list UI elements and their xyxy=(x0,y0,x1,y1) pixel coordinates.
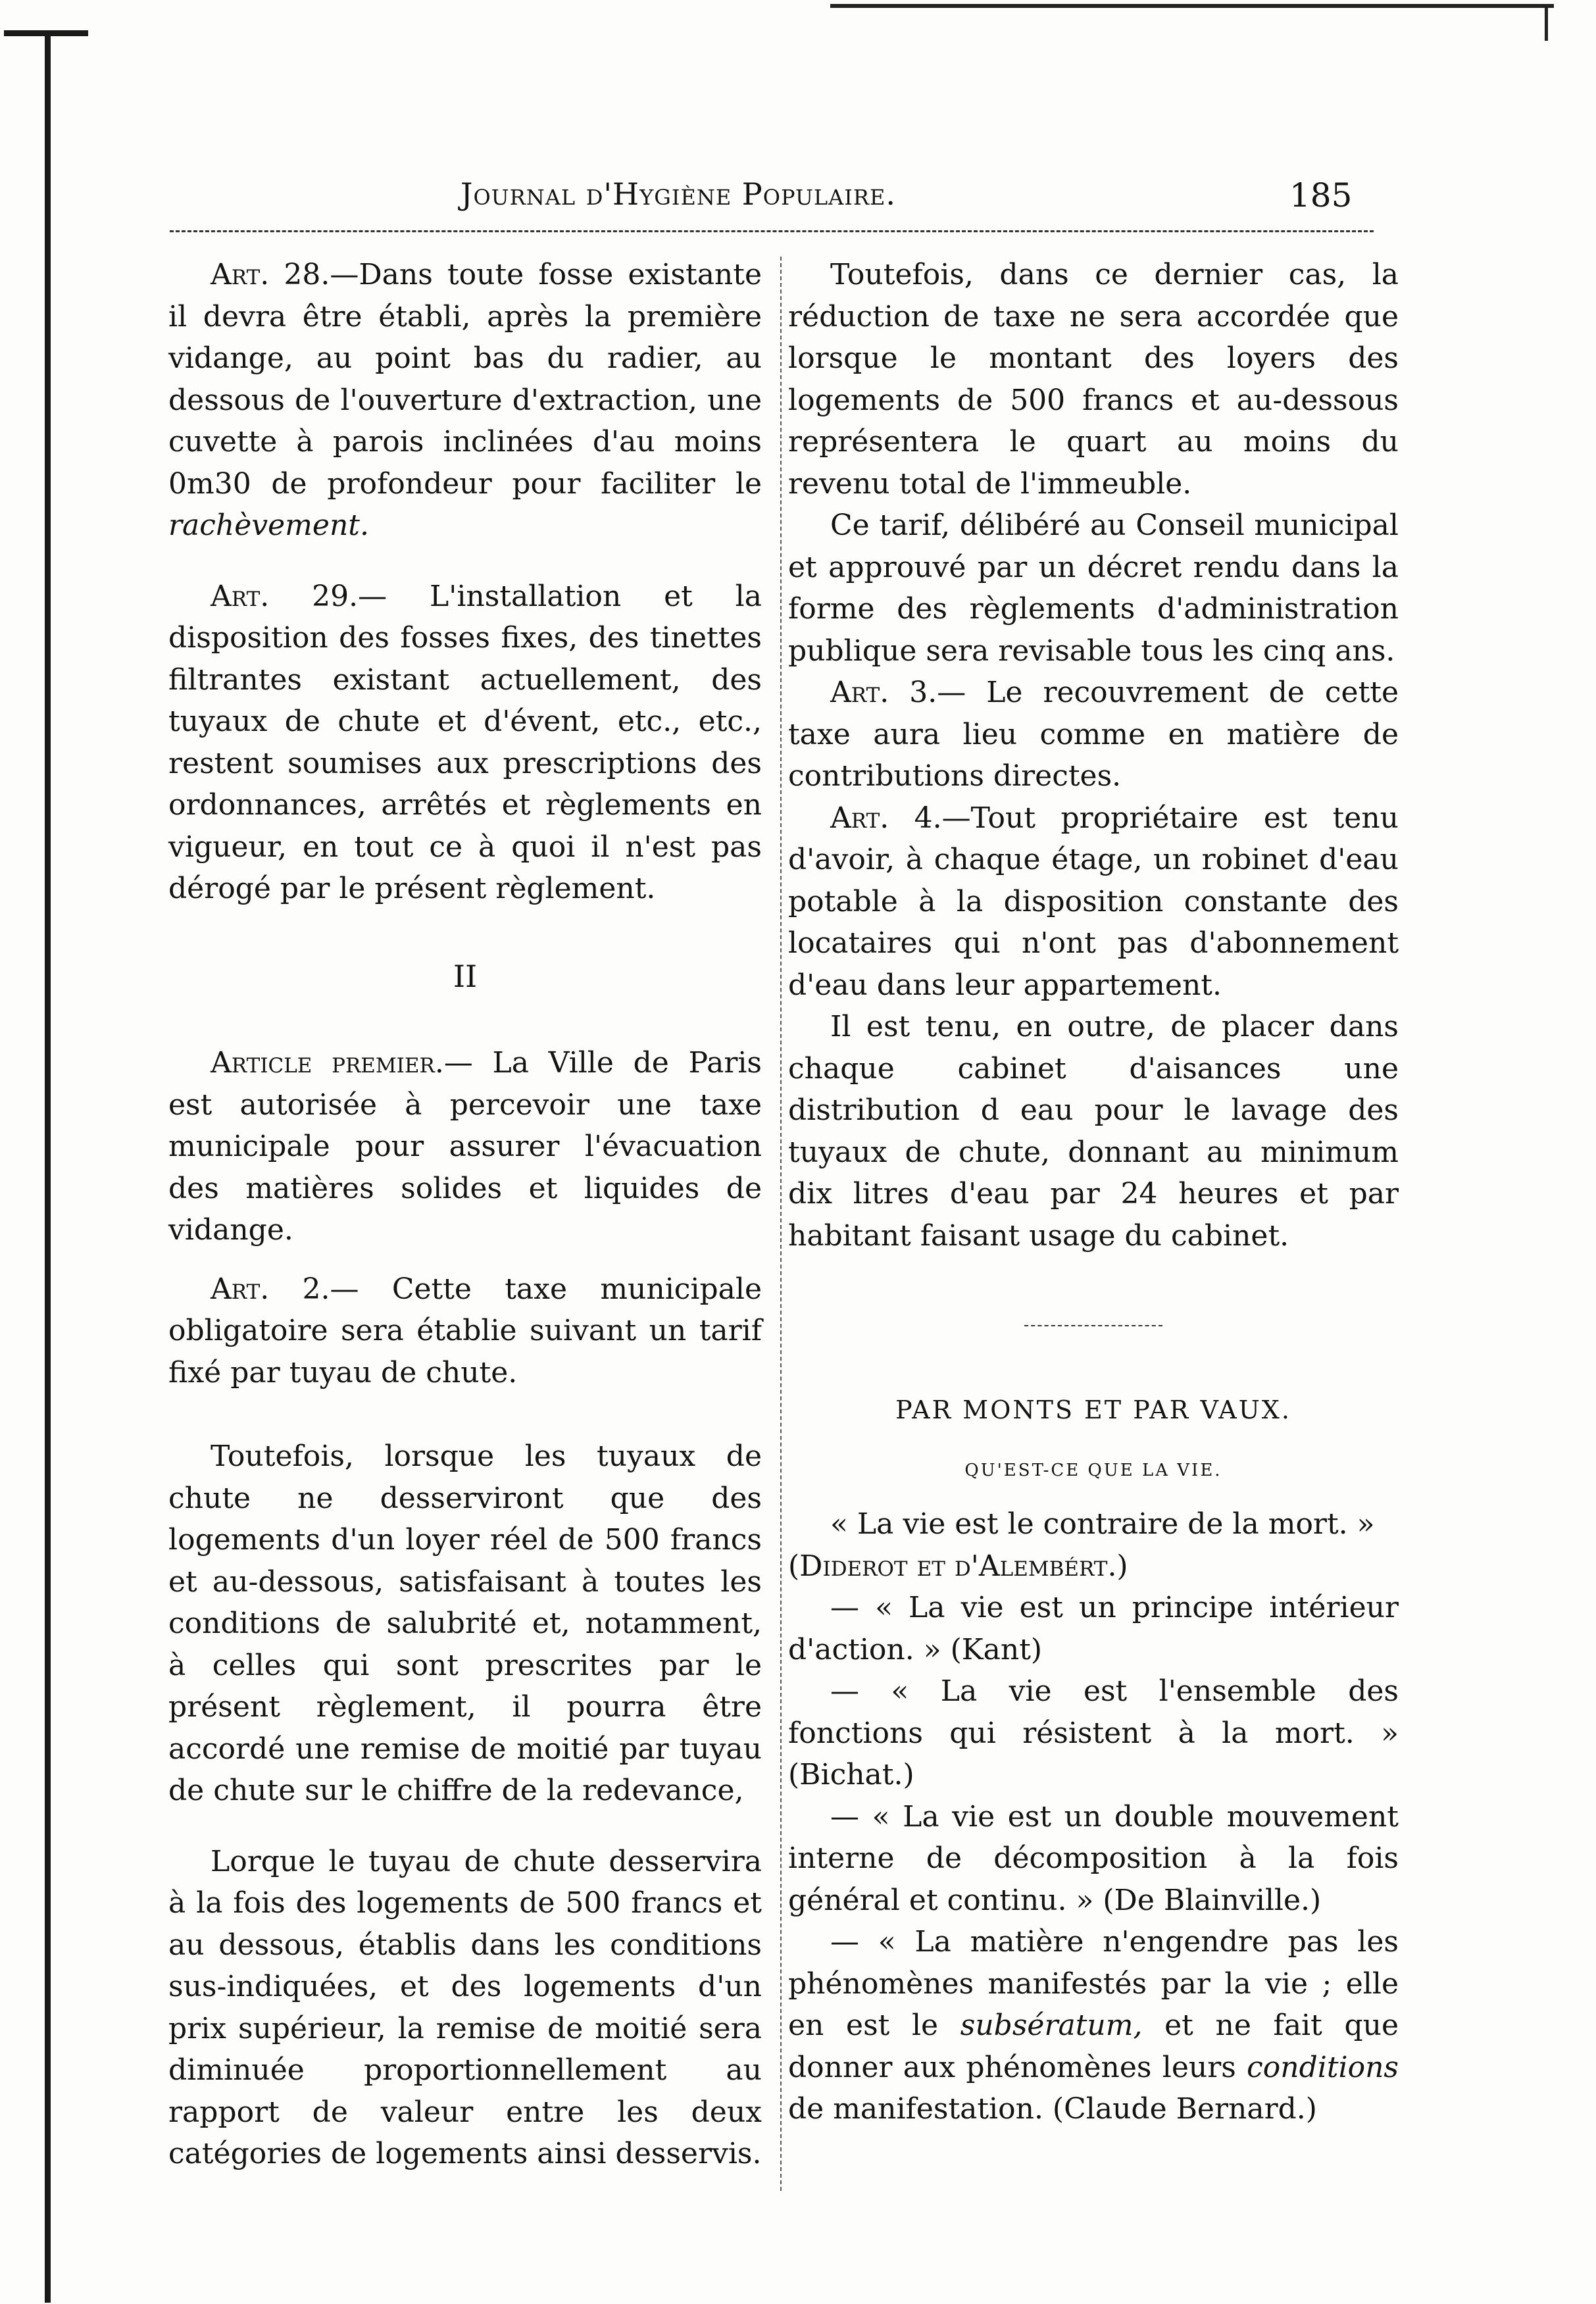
page-edge-top xyxy=(830,4,1554,8)
quote-bernard xyxy=(788,1921,1399,2130)
page-edge-left xyxy=(45,33,51,2303)
article-text: — Le recouvrement de cette taxe aura lieu comme en matière de contributions directes. xyxy=(788,676,1399,793)
quote-bichat: — « La vie est l'ensemble des fonctions qui résistent à la mort. » (Bichat.) xyxy=(788,1674,1399,1791)
quote-italic: subsératum, xyxy=(960,2009,1143,2042)
article-28 xyxy=(168,254,762,547)
paragraph-tarif: Ce tarif, délibéré au Conseil municipal et approuvé par un décret rendu dans la forme des règlements d'administration publique sera revisable tous les cinq ans. xyxy=(788,509,1399,668)
article-label: Art. 4. xyxy=(830,801,942,835)
quote-diderot xyxy=(788,1503,1399,1587)
article-text: —Dans toute fosse existante il devra être établi, après la première vidange, au point bas du radier, au dessous de l'ouverture d'extraction, une cuvette à parois inclinées d'au moins 0m30 de profondeur pour faciliter le xyxy=(168,258,762,501)
column-divider xyxy=(780,257,782,2191)
article-text: — La Ville de Paris est autorisée à percevoir une taxe municipale pour assurer l'évacuation des matières solides et liquides de vidange. xyxy=(168,1046,762,1247)
paragraph-toutefois-cas: Toutefois, dans ce dernier cas, la réduction de taxe ne sera accordée que lorsque le montant des loyers des logements de 500 francs et au-dessous représentera le quart au moins du revenu total de l'immeuble. xyxy=(788,258,1399,501)
article-3 xyxy=(788,672,1399,797)
article-italic: rachèvement. xyxy=(168,509,369,542)
page-edge-right xyxy=(1545,8,1548,41)
quote-source: (Diderot et d'Alembért.) xyxy=(788,1549,1128,1583)
article-label: Art. 2. xyxy=(211,1272,330,1306)
article-29 xyxy=(168,576,762,910)
left-column xyxy=(168,254,762,2175)
section-title: PAR MONTS ET PAR VAUX. xyxy=(895,1395,1291,1424)
quote-text: de manifestation. (Claude Bernard.) xyxy=(788,2092,1317,2126)
header-rule xyxy=(170,230,1374,232)
article-label: Article premier. xyxy=(211,1046,444,1080)
article-text: —Tout propriétaire est tenu d'avoir, à chaque étage, un robinet d'eau potable à la disposition constante des locataires qui n'ont pas d'abonnement d'eau dans leur appartement. xyxy=(788,801,1399,1002)
article-4 xyxy=(788,797,1399,1007)
article-text: — L'installation et la disposition des fosses fixes, des tinettes filtrantes existant actuellement, des tuyaux de chute et d'évent, etc., etc., restent soumises aux prescriptions des ordonnances, arrêtés et règlements en vigueur, en tout ce à quoi il n'est pas dérogé par le présent règlement. xyxy=(168,579,762,905)
quote-blainville: — « La vie est un double mouvement interne de décomposition à la fois général et continu. » (De Blainville.) xyxy=(788,1799,1399,1917)
running-title: Journal d'Hygiène Populaire. xyxy=(461,176,897,212)
article-label: Art. 28. xyxy=(211,258,330,291)
article-premier xyxy=(168,1042,762,1251)
article-label: Art. 29. xyxy=(211,579,359,613)
paragraph-toutefois: Toutefois, lorsque les tuyaux de chute ne desserviront que des logements d'un loyer réel de 500 francs et au-dessous, satisfaisant à toutes les conditions de salubrité et, notamment, à celles qui sont prescrites par le présent règlement, il pourra être accordé une remise de moitié par tuyau de chute sur le chiffre de la redevance, xyxy=(168,1440,762,1807)
article-text: — Cette taxe municipale obligatoire sera établie suivant un tarif fixé par tuyau de chute. xyxy=(168,1272,762,1390)
article-label: Art. 3. xyxy=(830,676,937,709)
paragraph-lorsque: Lorque le tuyau de chute desservira à la fois des logements de 500 francs et au dessous, établis dans les conditions sus-indiquées, et des logements d'un prix supérieur, la remise de moitié sera diminuée proportionnellement au rapport de valeur entre les deux catégories de logements ainsi desservis. xyxy=(168,1844,762,2170)
section-separator xyxy=(1024,1325,1162,1326)
right-column xyxy=(788,254,1399,2130)
quote-text: « La vie est le contraire de la mort. » xyxy=(830,1507,1375,1541)
paragraph-tenu: Il est tenu, en outre, de placer dans chaque cabinet d'aisances une distribution d eau pour le lavage des tuyaux de chute, donnant au minimum dix litres d'eau par 24 heures et par habitant faisant usage du cabinet. xyxy=(788,1010,1399,1253)
page-number: 185 xyxy=(1289,176,1353,214)
page-edge-tick xyxy=(4,30,88,36)
section-numeral: II xyxy=(453,958,478,994)
article-2 xyxy=(168,1268,762,1394)
subsection-title: QU'EST-CE QUE LA VIE. xyxy=(964,1460,1222,1480)
quote-italic: conditions xyxy=(1247,2050,1399,2084)
quote-text: et ne fait que donner aux phénomènes leurs xyxy=(788,2009,1399,2084)
quote-text: — « La matière n'engendre pas les phénomènes manifestés par la vie ; elle en est le xyxy=(788,1925,1399,2042)
quote-kant: — « La vie est un principe intérieur d'action. » (Kant) xyxy=(788,1591,1399,1666)
